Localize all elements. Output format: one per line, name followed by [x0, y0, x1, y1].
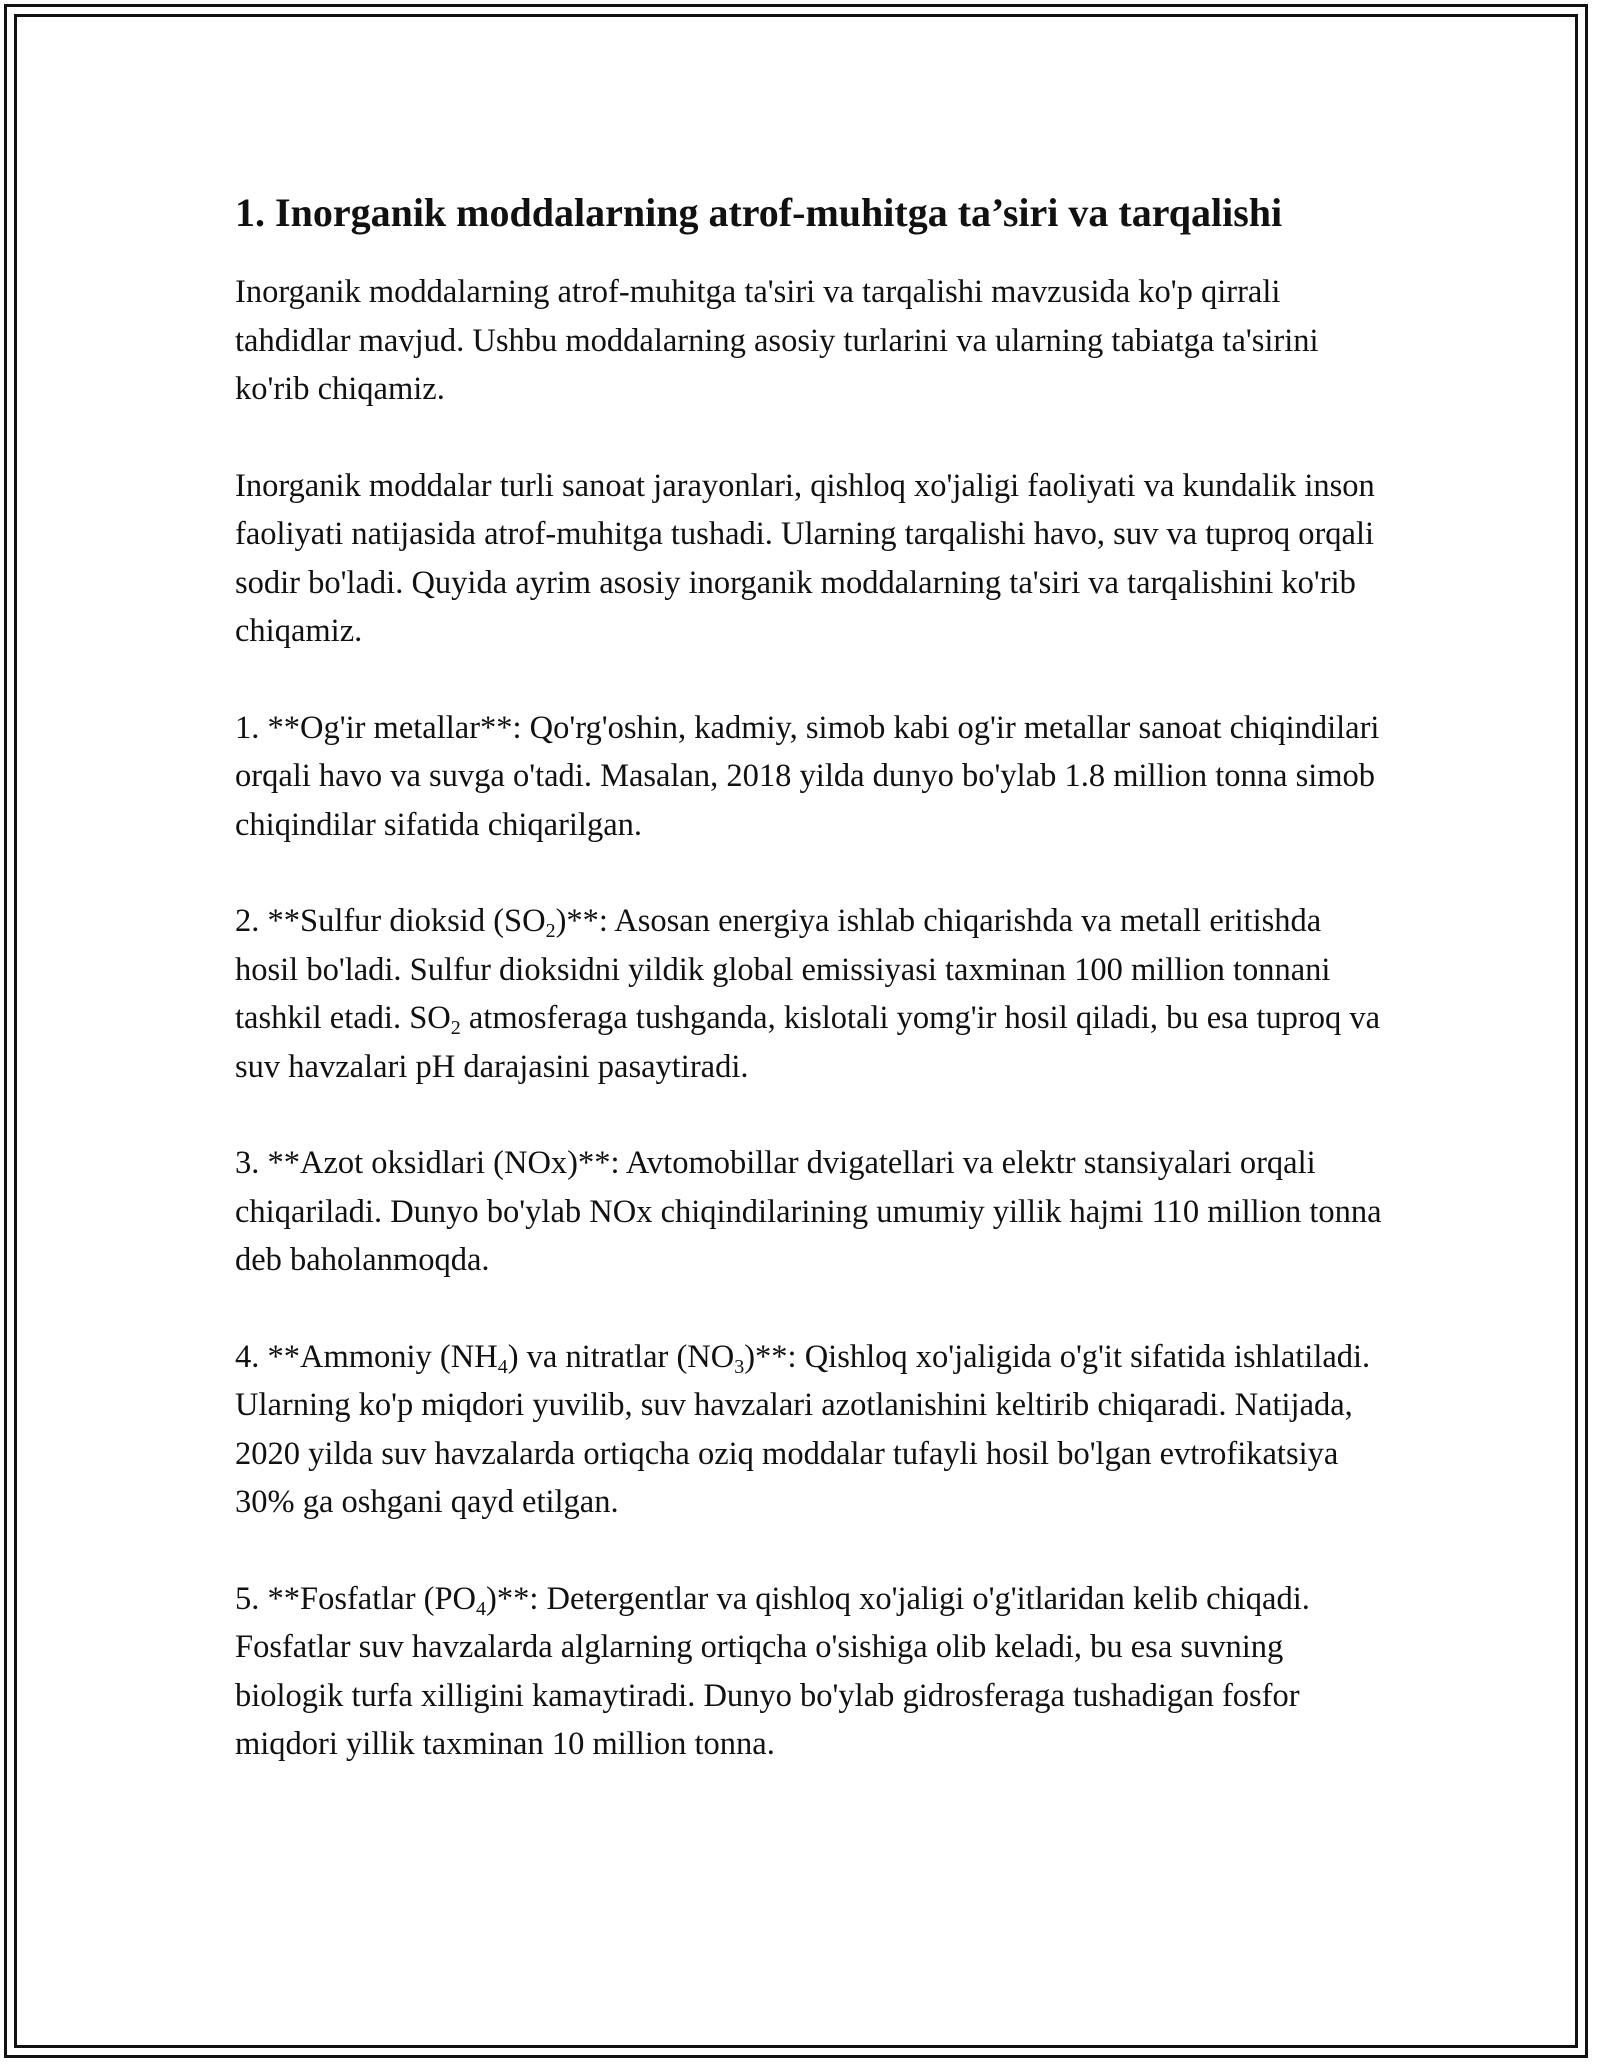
list-item-ammonium-nitrates	[235, 1333, 1385, 1527]
text-run: )**: Asosan energiya ishlab chiqarishda va metall eritishda hosil bo'ladi. Sulfur dioksidni yildik global emissiyasi taxminan 100 million tonnani tashkil etadi. SO	[235, 903, 1331, 1036]
text-run: ) va nitratlar (NO	[507, 1338, 735, 1375]
subscript: 2	[545, 920, 556, 942]
intro-paragraph-1: Inorganik moddalarning atrof-muhitga ta'siri va tarqalishi mavzusida ko'p qirrali tahdidlar mavjud. Ushbu moddalarning asosiy turlarini va ularning tabiatga ta'sirini ko'rib chiqamiz.	[235, 274, 1319, 407]
subscript: 3	[734, 1355, 745, 1378]
text-run: 4. **Ammoniy (NH	[235, 1338, 498, 1375]
text-run: atmosferaga tushganda, kislotali yomg'ir hosil qiladi, bu esa tuproq va suv havzalari pH darajasini pasaytiradi.	[235, 1000, 1381, 1085]
list-item-phosphates	[235, 1575, 1385, 1769]
document-body	[235, 186, 1385, 1817]
list-item-nitrogen-oxides: 3. **Azot oksidlari (NOx)**: Avtomobillar dvigatellari va elektr stansiyalari orqali chiqariladi. Dunyo bo'ylab NOx chiqindilarining umumiy yillik hajmi 110 million tonna deb baholanmoqda.	[235, 1145, 1382, 1278]
text-run: )**: Detergentlar va qishloq xo'jaligi o'g'itlaridan kelib chiqadi. Fosfatlar suv havzalarda alglarning ortiqcha o'sishiga olib keladi, bu esa suvning biologik turfa xilligini kamaytiradi. Dunyo bo'ylab gidrosferaga tushadigan fosfor miqdori yillik taxminan 10 million tonna.	[235, 1580, 1310, 1762]
text-run: )**: Qishloq xo'jaligida o'g'it sifatida ishlatiladi. Ularning ko'p miqdori yuvilib, suv havzalari azotlanishini keltirib chiqaradi. Natijada, 2020 yilda suv havzalarda ortiqcha oziq moddalar tufayli hosil bo'lgan evtrofikatsiya 30% ga oshgani qayd etilgan.	[235, 1338, 1371, 1520]
subscript: 4	[497, 1355, 508, 1378]
list-item-heavy-metals: 1. **Og'ir metallar**: Qo'rg'oshin, kadmiy, simob kabi og'ir metallar sanoat chiqindilari orqali havo va suvga o'tadi. Masalan, 2018 yilda dunyo bo'ylab 1.8 million tonna simob chiqindilar sifatida chiqarilgan.	[235, 709, 1380, 843]
subscript: 4	[476, 1597, 487, 1620]
subscript: 2	[450, 1017, 461, 1039]
text-run: 5. **Fosfatlar (PO	[235, 1580, 477, 1617]
list-item-sulfur-dioxide	[235, 897, 1385, 1091]
text-run: 2. **Sulfur dioksid (SO	[235, 903, 546, 939]
section-title: 1. Inorganik moddalarning atrof-muhitga ta’siri va tarqalishi	[235, 190, 1283, 235]
intro-paragraph-2: Inorganik moddalar turli sanoat jarayonlari, qishloq xo'jaligi faoliyati va kundalik inson faoliyati natijasida atrof-muhitga tushadi. Ularning tarqalishi havo, suv va tuproq orqali sodir bo'ladi. Quyida ayrim asosiy inorganik moddalarning ta'siri va tarqalishini ko'rib chiqamiz.	[235, 467, 1375, 649]
